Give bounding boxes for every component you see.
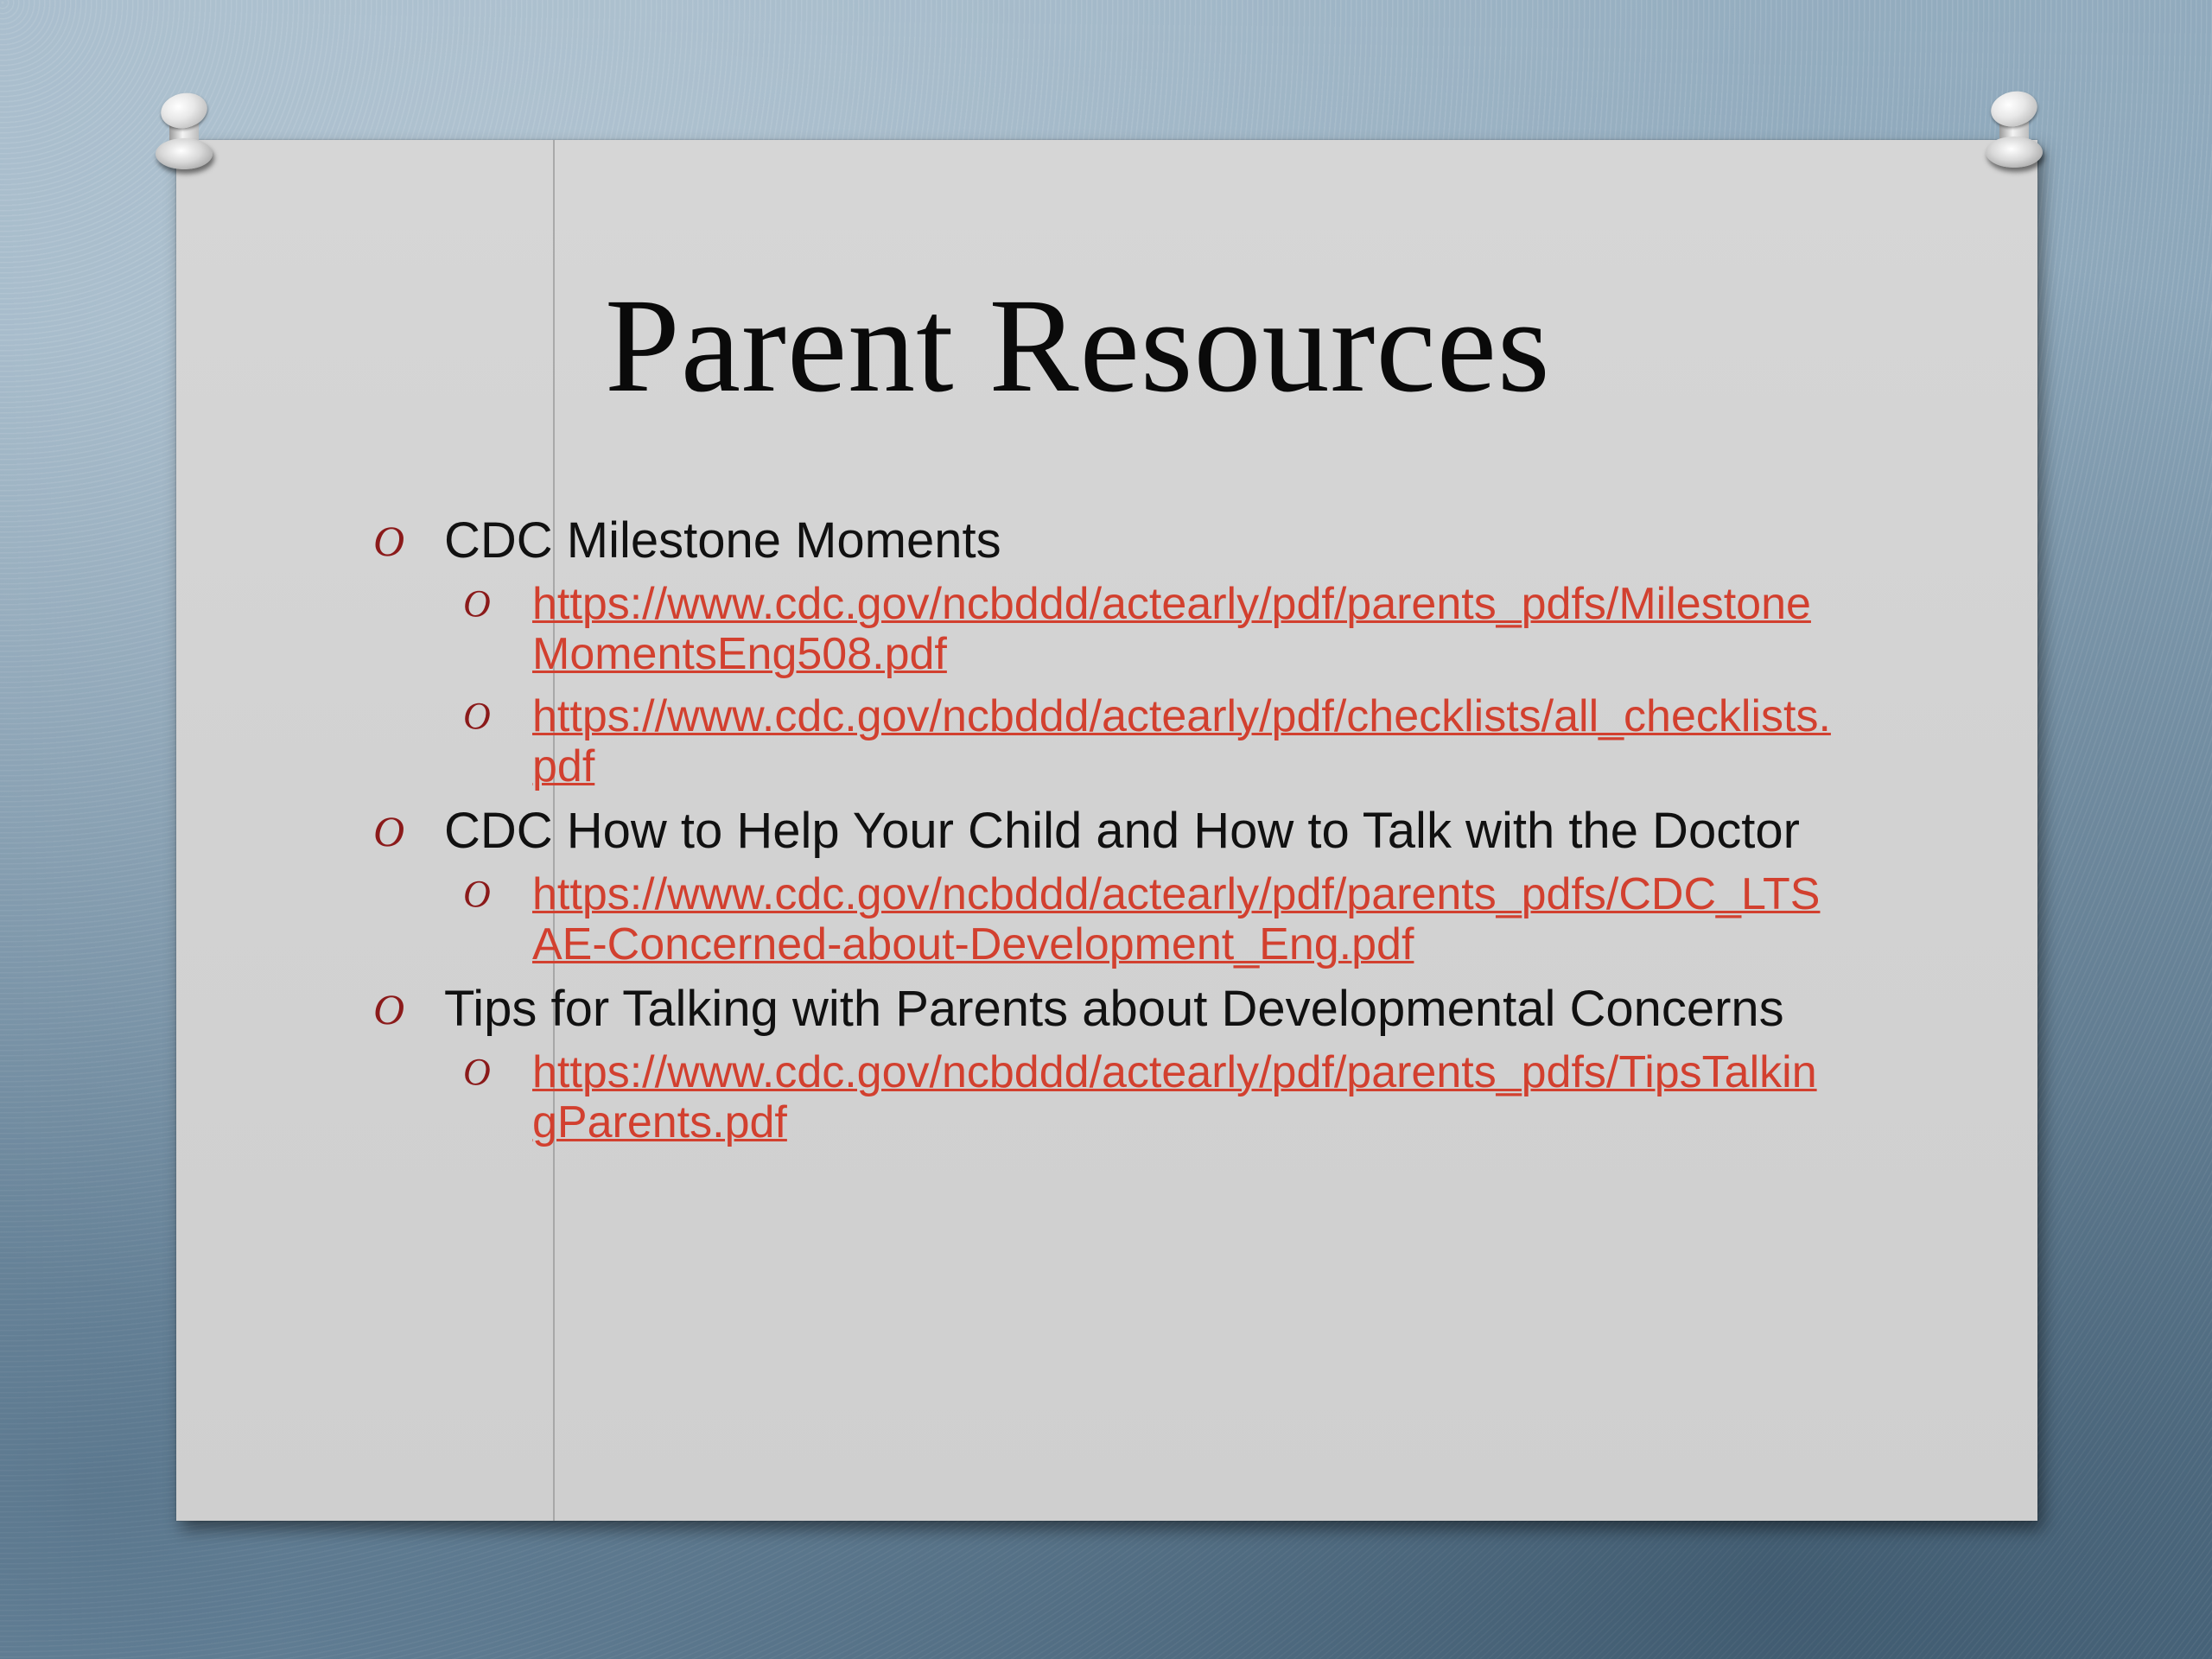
thumbtack-right-icon	[1984, 92, 2044, 169]
bullet-item-text: CDC Milestone Moments	[444, 512, 1001, 569]
slide-title: Parent Resources	[605, 270, 1551, 420]
milestone-moments-pdf-link[interactable]: https://www.cdc.gov/ncbddd/actearly/pdf/parents_pdfs/MilestoneMomentsEng508.pdf	[532, 579, 1811, 679]
bullet-icon: O	[373, 517, 405, 565]
bullet-item-text: Tips for Talking with Parents about Developmental Concerns	[444, 981, 1784, 1037]
bullet-item-help-your-child	[372, 804, 1858, 859]
sub-bullet-link-item	[372, 869, 1858, 969]
bullet-icon: O	[373, 807, 405, 855]
sub-bullet-icon: O	[463, 582, 491, 625]
concerned-about-development-pdf-link[interactable]: https://www.cdc.gov/ncbddd/actearly/pdf/parents_pdfs/CDC_LTSAE-Concerned-about-Development_Eng.pdf	[532, 869, 1821, 969]
bullet-item-text: CDC How to Help Your Child and How to Talk with the Doctor	[444, 803, 1800, 859]
bullet-icon: O	[373, 985, 405, 1033]
sub-bullet-icon: O	[463, 873, 491, 915]
sub-bullet-link-item	[372, 691, 1858, 791]
bullet-item-tips-talking-parents	[372, 982, 1858, 1037]
sub-bullet-icon: O	[463, 1051, 491, 1093]
sub-bullet-icon: O	[463, 695, 491, 737]
thumbtack-left-icon	[154, 93, 214, 171]
all-checklists-pdf-link[interactable]: https://www.cdc.gov/ncbddd/actearly/pdf/checklists/all_checklists.pdf	[532, 691, 1831, 791]
bullet-list	[372, 513, 1858, 1160]
sub-bullet-link-item	[372, 1047, 1858, 1147]
tips-talking-parents-pdf-link[interactable]: https://www.cdc.gov/ncbddd/actearly/pdf/parents_pdfs/TipsTalkingParents.pdf	[532, 1047, 1817, 1147]
bullet-item-milestone-moments	[372, 513, 1858, 569]
sub-bullet-link-item	[372, 579, 1858, 679]
